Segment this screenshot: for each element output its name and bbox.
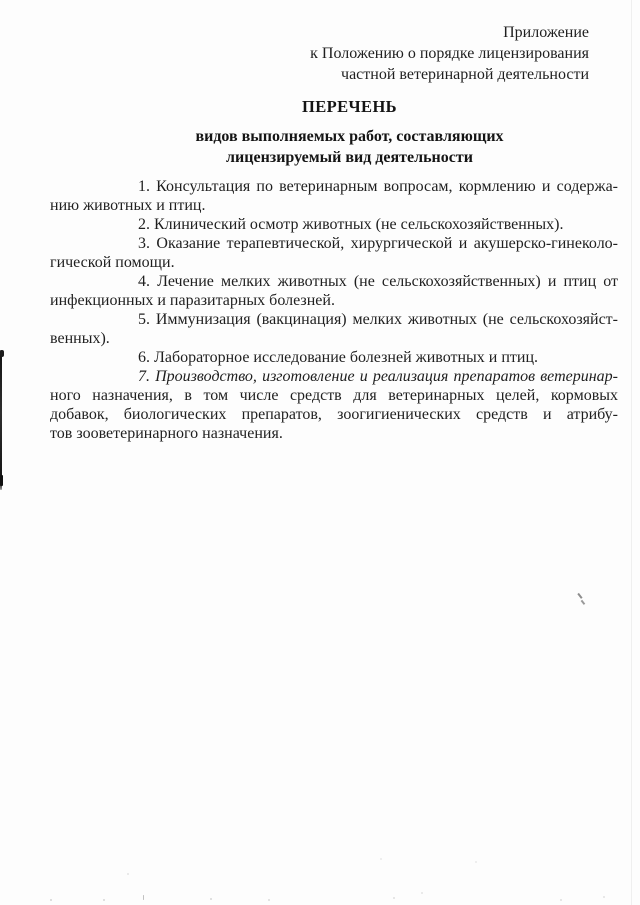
list-item-paragraph bbox=[50, 234, 618, 272]
list-item-paragraph bbox=[50, 367, 618, 443]
document-title: ПЕРЕЧЕНЬ bbox=[302, 97, 397, 116]
document-subtitle-line: видов выполняемых работ, составляющих bbox=[195, 128, 504, 145]
scan-speck-artifact bbox=[603, 896, 605, 898]
text-line: 3. Оказание терапевтической, хирургической и акушерско-гинеколо- bbox=[138, 235, 618, 252]
scan-speck-artifact bbox=[143, 895, 144, 900]
document-body bbox=[50, 177, 618, 443]
text-line: гической помощи. bbox=[50, 254, 175, 271]
scan-speck-artifact bbox=[380, 858, 382, 860]
text-line: нию животных и птиц. bbox=[50, 197, 206, 214]
scan-speck-artifact bbox=[421, 892, 423, 894]
text-line: 7. Производство, изготовление и реализация препаратов ветеринар- bbox=[138, 368, 618, 385]
list-item-paragraph bbox=[50, 215, 618, 234]
scan-speck-artifact bbox=[268, 899, 270, 901]
text-line: 4. Лечение мелких животных (не сельскохозяйственных) и птиц от bbox=[138, 273, 618, 290]
list-item-paragraph bbox=[50, 272, 618, 310]
scan-speck-artifact bbox=[210, 898, 212, 900]
text-line: добавок, биологических препаратов, зоогигиенических средств и атрибу- bbox=[50, 406, 618, 423]
scan-edge-line-artifact bbox=[631, 0, 632, 905]
scan-speck-artifact bbox=[560, 899, 562, 901]
document-subtitle bbox=[66, 126, 633, 168]
scan-speck-artifact bbox=[475, 861, 477, 863]
appendix-reference-line: частной ветеринарной деятельности bbox=[341, 66, 589, 83]
appendix-reference-line: Приложение bbox=[503, 24, 589, 41]
text-line: 1. Консультация по ветеринарным вопросам, кормлению и содержа- bbox=[138, 178, 618, 195]
text-line: инфекционных и паразитарных болезней. bbox=[50, 292, 335, 309]
pen-mark-artifact bbox=[576, 593, 587, 605]
list-item-paragraph bbox=[50, 310, 618, 348]
list-item-paragraph bbox=[50, 348, 618, 367]
text-line: 5. Иммунизация (вакцинация) мелких животных (не сельскохозяйст- bbox=[138, 311, 618, 328]
scan-speck-artifact bbox=[393, 897, 395, 899]
text-line: 6. Лабораторное исследование болезней животных и птиц. bbox=[138, 349, 539, 366]
scan-speck-artifact bbox=[50, 899, 52, 901]
scan-streak-artifact bbox=[0, 350, 2, 490]
text-line: тов зооветеринарного назначения. bbox=[50, 425, 283, 442]
appendix-reference-line: к Положению о порядке лицензирования bbox=[310, 45, 589, 62]
scan-speck-artifact bbox=[127, 873, 129, 875]
list-item-paragraph bbox=[50, 177, 618, 215]
scan-speck-artifact bbox=[103, 899, 105, 901]
text-line: венных). bbox=[50, 330, 110, 347]
text-line: ного назначения, в том числе средств для ветеринарных целей, кормовых bbox=[50, 387, 618, 404]
text-line: 2. Клинический осмотр животных (не сельскохозяйственных). bbox=[138, 216, 564, 233]
document-subtitle-line: лицензируемый вид деятельности bbox=[226, 149, 473, 166]
appendix-reference bbox=[310, 22, 589, 85]
title-block bbox=[66, 96, 633, 168]
